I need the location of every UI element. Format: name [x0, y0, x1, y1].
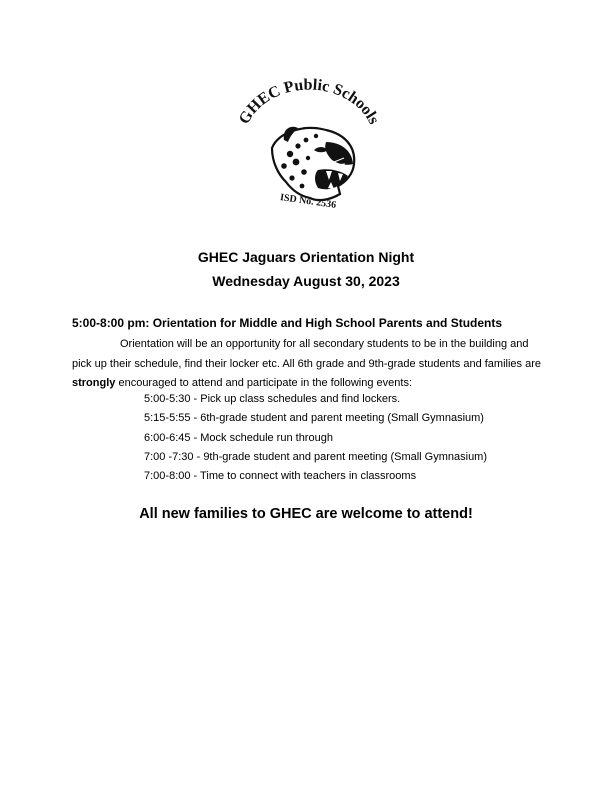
closing-statement: All new families to GHEC are welcome to attend!	[139, 506, 473, 522]
school-logo	[222, 74, 390, 224]
event-schedule-list	[144, 390, 487, 486]
event-item: 7:00-8:00 - Time to connect with teachers in classrooms	[144, 470, 417, 483]
event-item: 6:00-6:45 - Mock schedule run through	[144, 431, 333, 444]
intro-emphasis: strongly	[72, 377, 116, 389]
intro-text-part1: Orientation will be an opportunity for all secondary students to be in the building and pick up their schedule, find their locker etc. All 6th grade and 9th-grade students and families are	[72, 338, 541, 370]
event-date: Wednesday August 30, 2023	[212, 273, 400, 289]
logo-arc-text: GHEC Public Schools	[235, 76, 383, 128]
event-item: 5:00-5:30 - Pick up class schedules and find lockers.	[144, 393, 401, 405]
intro-text-part2: encouraged to attend and participate in the following events:	[115, 377, 412, 389]
intro-paragraph	[72, 335, 544, 394]
event-item: 5:15-5:55 - 6th-grade student and parent meeting (Small Gymnasium)	[144, 412, 484, 425]
logo-bottom-text: ISD No. 2536	[279, 192, 337, 211]
section-heading: 5:00-8:00 pm: Orientation for Middle and High School Parents and Students	[72, 316, 503, 330]
svg-text:GHEC Public Schools	[236, 77, 383, 128]
jaguar-head-icon	[272, 127, 354, 200]
event-title: GHEC Jaguars Orientation Night	[197, 249, 415, 265]
event-item: 7:00 -7:30 - 9th-grade student and parent meeting (Small Gymnasium)	[144, 450, 488, 463]
school-logo-graphic	[222, 74, 390, 224]
